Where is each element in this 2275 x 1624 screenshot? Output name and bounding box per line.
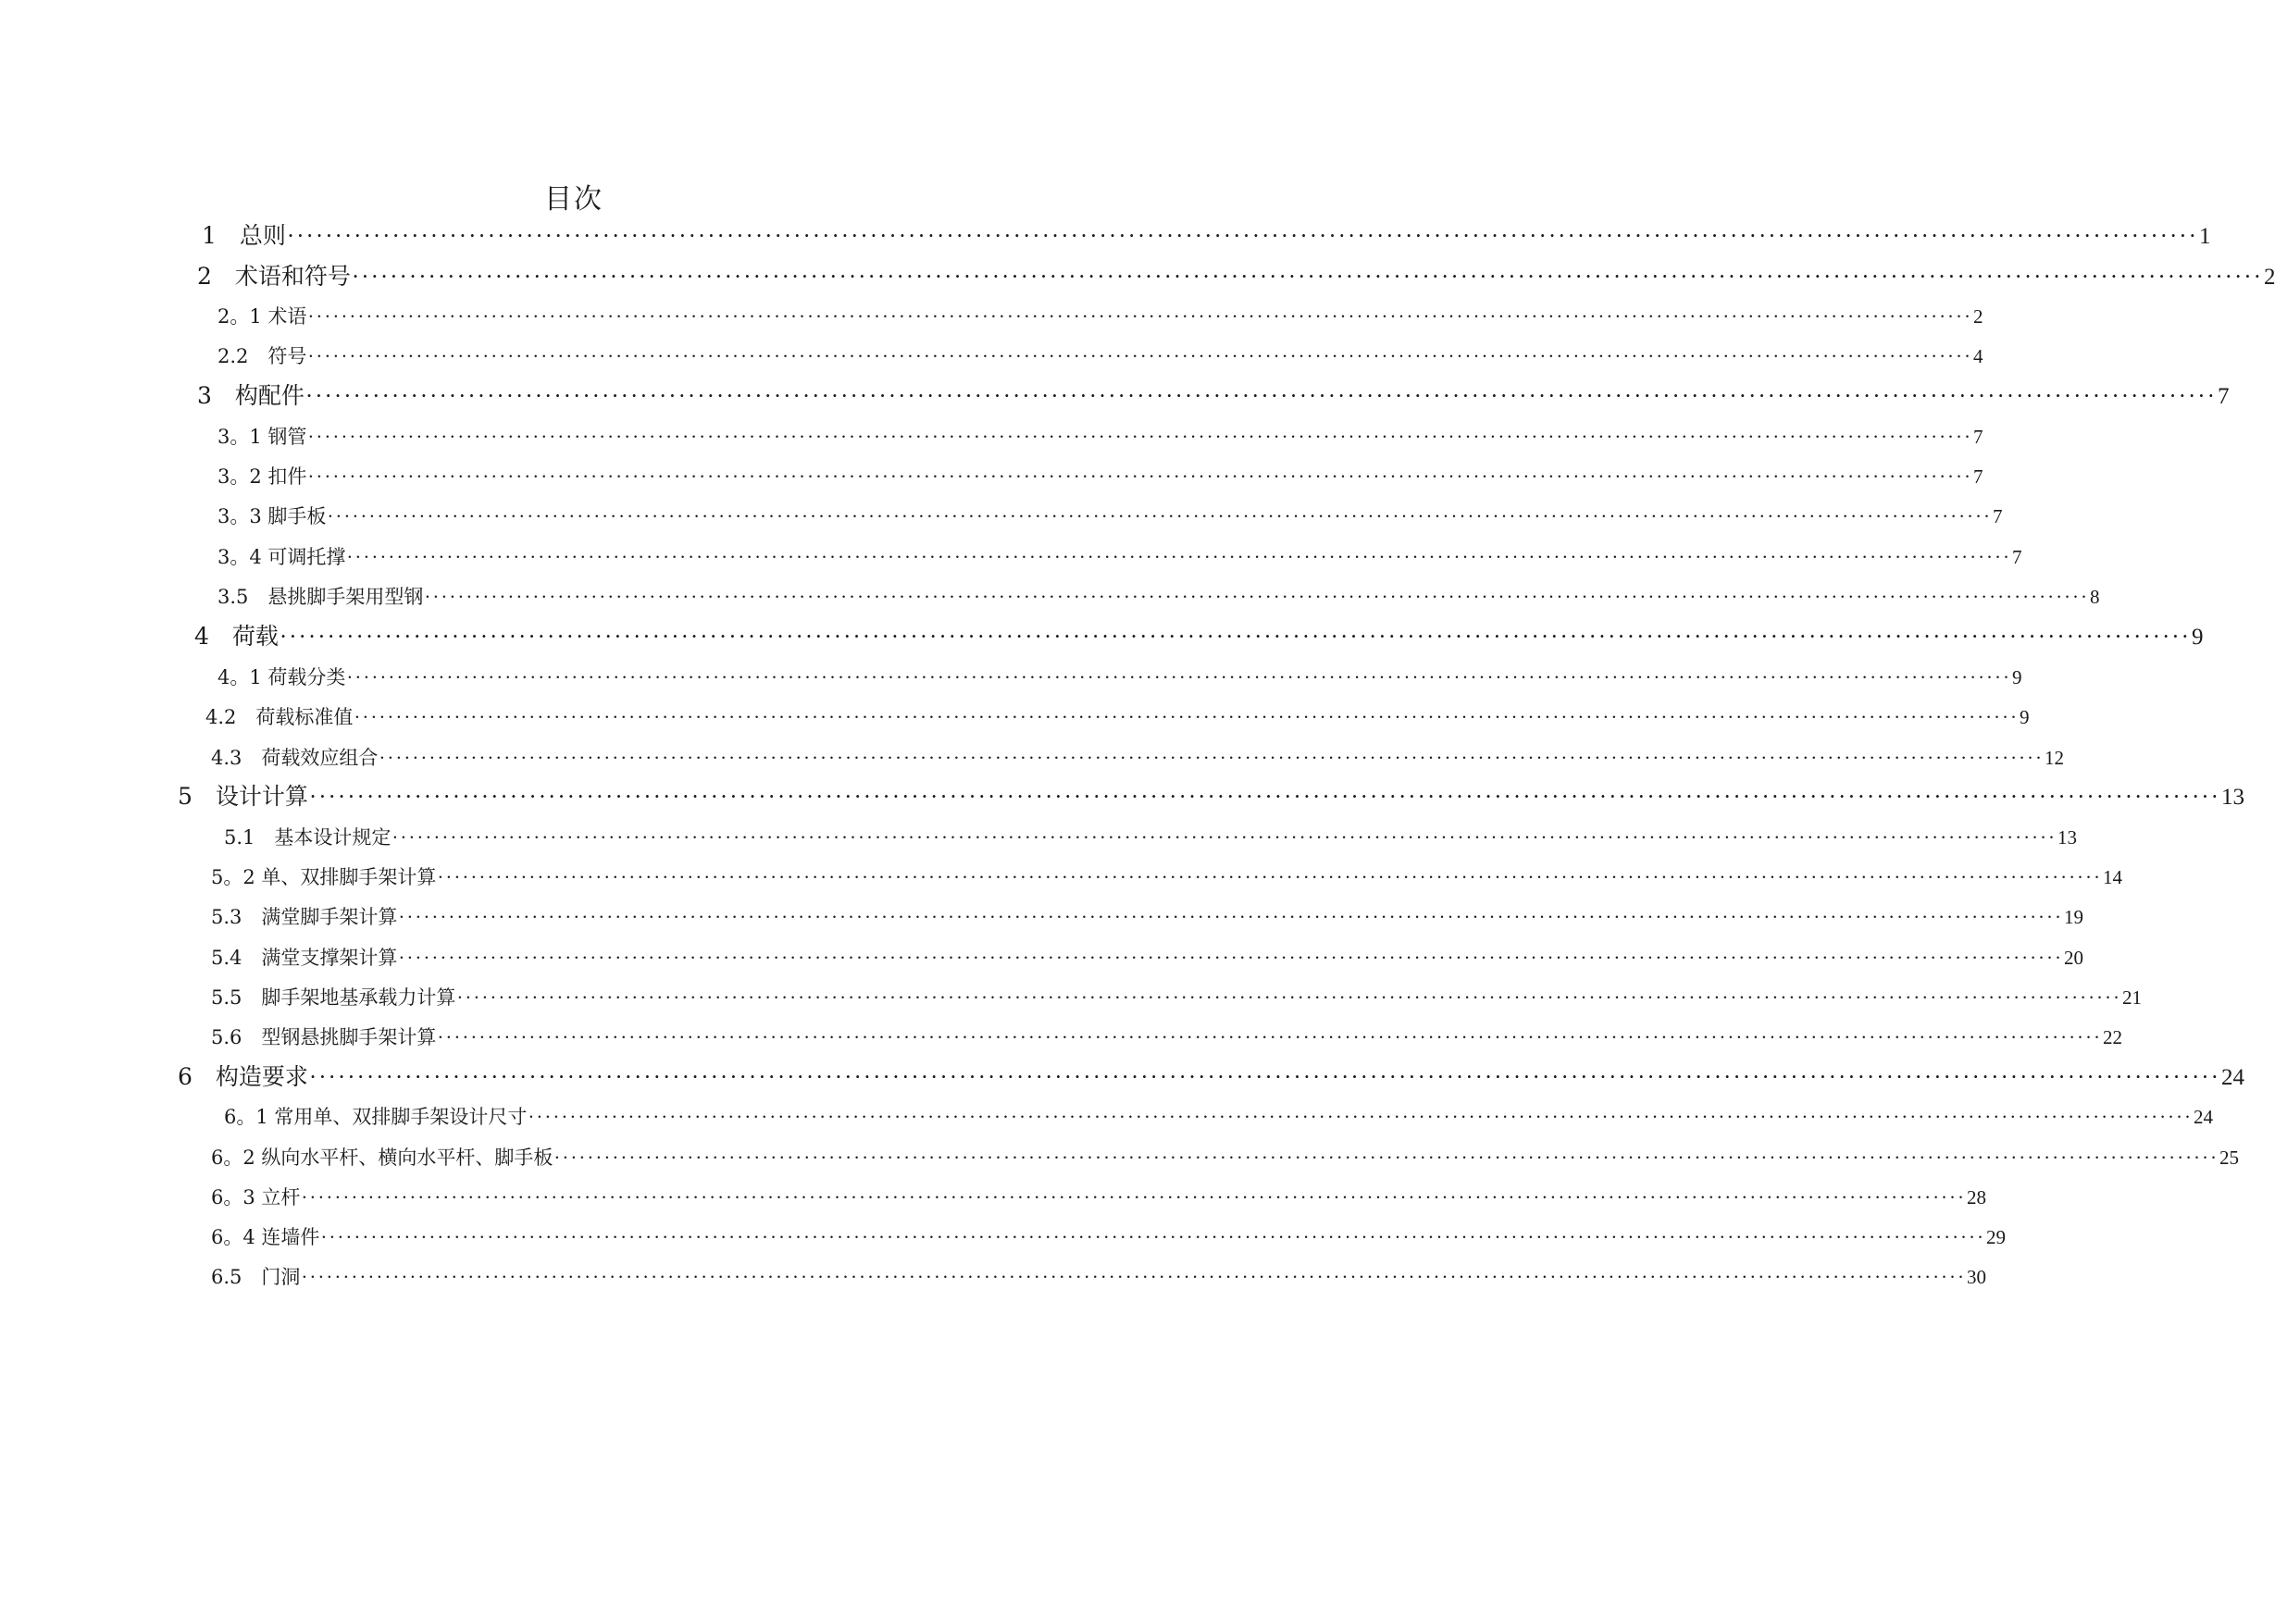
leader-dots: ········································································································································································································ bbox=[528, 1106, 2194, 1128]
toc-entry-page: 2 bbox=[2263, 265, 2275, 290]
leader-dots: ········································································································································································································ bbox=[308, 1065, 2220, 1090]
toc-entry-label: 6。1 常用单、双排脚手架设计尺寸 bbox=[224, 1106, 528, 1128]
toc-entry[interactable] bbox=[218, 663, 2022, 690]
leader-dots: ········································································································································································································ bbox=[305, 384, 2217, 409]
leader-dots: ········································································································································································································ bbox=[279, 625, 2191, 650]
toc-entry-label: 6 构造要求 bbox=[178, 1063, 308, 1090]
toc-entry[interactable] bbox=[211, 743, 2065, 771]
toc-entry-page: 25 bbox=[2219, 1147, 2240, 1169]
toc-entry-label: 4.3 荷载效应组合 bbox=[211, 747, 379, 769]
toc-entry[interactable] bbox=[202, 217, 2211, 251]
toc-entry[interactable] bbox=[211, 1262, 1987, 1290]
toc-entry[interactable] bbox=[211, 1222, 2007, 1250]
toc-entry-page: 9 bbox=[2012, 666, 2022, 688]
toc-entry-page: 14 bbox=[2103, 866, 2123, 888]
leader-dots: ········································································································································································································ bbox=[354, 706, 2020, 728]
toc-entry[interactable] bbox=[211, 943, 2084, 971]
toc-entry-label: 3。1 钢管 bbox=[218, 426, 307, 448]
leader-dots: ········································································································································································································ bbox=[320, 1226, 1986, 1248]
leader-dots: ········································································································································································································ bbox=[346, 666, 2012, 688]
leader-dots: ········································································································································································································ bbox=[307, 465, 1973, 488]
toc-entry-label: 6。2 纵向水平杆、横向水平杆、脚手板 bbox=[211, 1147, 553, 1169]
toc-entry[interactable] bbox=[194, 618, 2204, 651]
toc-entry[interactable] bbox=[218, 302, 1983, 329]
toc-entry-page: 7 bbox=[1973, 426, 1983, 448]
leader-dots: ········································································································································································································ bbox=[456, 986, 2122, 1009]
toc-entry-label: 5.4 满堂支撑架计算 bbox=[211, 947, 398, 969]
toc-entry-label: 5 设计计算 bbox=[178, 783, 308, 810]
toc-entry-label: 6.5 门洞 bbox=[211, 1266, 301, 1288]
leader-dots: ········································································································································································································ bbox=[379, 747, 2045, 769]
toc-entry-page: 4 bbox=[1973, 345, 1983, 367]
toc-entry-label: 1 总则 bbox=[202, 222, 286, 249]
toc-entry[interactable] bbox=[211, 862, 2123, 890]
toc-entry[interactable] bbox=[211, 1023, 2123, 1050]
toc-entry-page: 20 bbox=[2064, 947, 2084, 969]
toc-entry[interactable] bbox=[178, 778, 2244, 812]
toc-entry[interactable] bbox=[218, 542, 2022, 570]
toc-entry-page: 28 bbox=[1967, 1186, 1987, 1209]
toc-entry-label: 6。3 立杆 bbox=[211, 1186, 301, 1209]
toc-entry-page: 29 bbox=[1986, 1226, 2007, 1248]
toc-entry-page: 9 bbox=[2020, 706, 2030, 728]
leader-dots: ········································································································································································································ bbox=[307, 426, 1973, 448]
toc-entry[interactable] bbox=[224, 1102, 2214, 1130]
leader-dots: ········································································································································································································ bbox=[351, 265, 2263, 290]
toc-entry-page: 9 bbox=[2191, 625, 2204, 650]
toc-entry-label: 3。3 脚手板 bbox=[218, 505, 327, 527]
leader-dots: ········································································································································································································ bbox=[346, 546, 2012, 568]
toc-entry-label: 5.3 满堂脚手架计算 bbox=[211, 906, 398, 928]
toc-entry-page: 7 bbox=[2012, 546, 2022, 568]
toc-entry[interactable] bbox=[211, 1183, 1987, 1210]
leader-dots: ········································································································································································································ bbox=[307, 345, 1973, 367]
leader-dots: ········································································································································································································ bbox=[398, 947, 2064, 969]
toc-entry-page: 1 bbox=[2198, 224, 2211, 249]
toc-entry-page: 2 bbox=[1973, 305, 1983, 328]
toc-entry-label: 4。1 荷载分类 bbox=[218, 666, 346, 688]
toc-entry[interactable] bbox=[224, 823, 2078, 850]
toc-entry-page: 7 bbox=[1993, 505, 2003, 527]
toc-entry-page: 13 bbox=[2057, 826, 2078, 849]
toc-entry-label: 5.5 脚手架地基承载力计算 bbox=[211, 986, 456, 1009]
leader-dots: ········································································································································································································ bbox=[301, 1266, 1967, 1288]
toc-entry-page: 22 bbox=[2103, 1026, 2123, 1048]
toc-title: 目次 bbox=[544, 183, 603, 216]
leader-dots: ········································································································································································································ bbox=[286, 224, 2198, 249]
leader-dots: ········································································································································································································ bbox=[437, 1026, 2103, 1048]
leader-dots: ········································································································································································································ bbox=[437, 866, 2103, 888]
toc-entry-label: 2 术语和符号 bbox=[197, 263, 351, 290]
toc-entry-label: 3。4 可调托撑 bbox=[218, 546, 346, 568]
toc-entry-label: 2。1 术语 bbox=[218, 305, 307, 328]
toc-entry-label: 5。2 单、双排脚手架计算 bbox=[211, 866, 437, 888]
toc-entry-page: 21 bbox=[2122, 986, 2143, 1009]
toc-entry-page: 7 bbox=[2217, 384, 2230, 409]
leader-dots: ········································································································································································································ bbox=[392, 826, 2057, 849]
toc-entry[interactable] bbox=[178, 1059, 2244, 1092]
toc-entry-label: 5.6 型钢悬挑脚手架计算 bbox=[211, 1026, 437, 1048]
toc-entry[interactable] bbox=[211, 1143, 2240, 1171]
toc-entry-page: 13 bbox=[2220, 785, 2244, 810]
toc-entry[interactable] bbox=[197, 378, 2230, 411]
toc-entry-page: 30 bbox=[1967, 1266, 1987, 1288]
toc-entry[interactable] bbox=[197, 258, 2275, 291]
toc-entry-label: 6。4 连墙件 bbox=[211, 1226, 320, 1248]
toc-entry-page: 19 bbox=[2064, 906, 2084, 928]
leader-dots: ········································································································································································································ bbox=[308, 785, 2220, 810]
leader-dots: ········································································································································································································ bbox=[398, 906, 2064, 928]
leader-dots: ········································································································································································································ bbox=[307, 305, 1973, 328]
toc-entry-label: 5.1 基本设计规定 bbox=[224, 826, 392, 849]
toc-entry-label: 3。2 扣件 bbox=[218, 465, 307, 488]
leader-dots: ········································································································································································································ bbox=[301, 1186, 1967, 1209]
toc-entry-label: 3.5 悬挑脚手架用型钢 bbox=[218, 586, 424, 608]
toc-entry[interactable] bbox=[218, 422, 1983, 450]
toc-entry-label: 2.2 符号 bbox=[218, 345, 307, 367]
toc-entry[interactable] bbox=[218, 582, 2100, 610]
leader-dots: ········································································································································································································ bbox=[327, 505, 1993, 527]
toc-entry-label: 4.2 荷载标准值 bbox=[205, 706, 354, 728]
toc-entry[interactable] bbox=[218, 341, 1983, 369]
toc-entry-page: 12 bbox=[2045, 747, 2065, 769]
toc-entry-label: 4 荷载 bbox=[194, 623, 279, 650]
toc-entry-label: 3 构配件 bbox=[197, 382, 305, 409]
toc-entry[interactable] bbox=[205, 702, 2030, 730]
toc-entry-page: 7 bbox=[1973, 465, 1983, 488]
toc-entry-page: 8 bbox=[2090, 586, 2100, 608]
toc-entry[interactable] bbox=[211, 983, 2143, 1010]
leader-dots: ········································································································································································································ bbox=[553, 1147, 2219, 1169]
toc-entry[interactable] bbox=[211, 902, 2084, 930]
toc-entry[interactable] bbox=[218, 462, 1983, 490]
toc-entry-page: 24 bbox=[2194, 1106, 2214, 1128]
toc-entry-page: 24 bbox=[2220, 1065, 2244, 1090]
leader-dots: ········································································································································································································ bbox=[424, 586, 2090, 608]
toc-entry[interactable] bbox=[218, 502, 2003, 529]
